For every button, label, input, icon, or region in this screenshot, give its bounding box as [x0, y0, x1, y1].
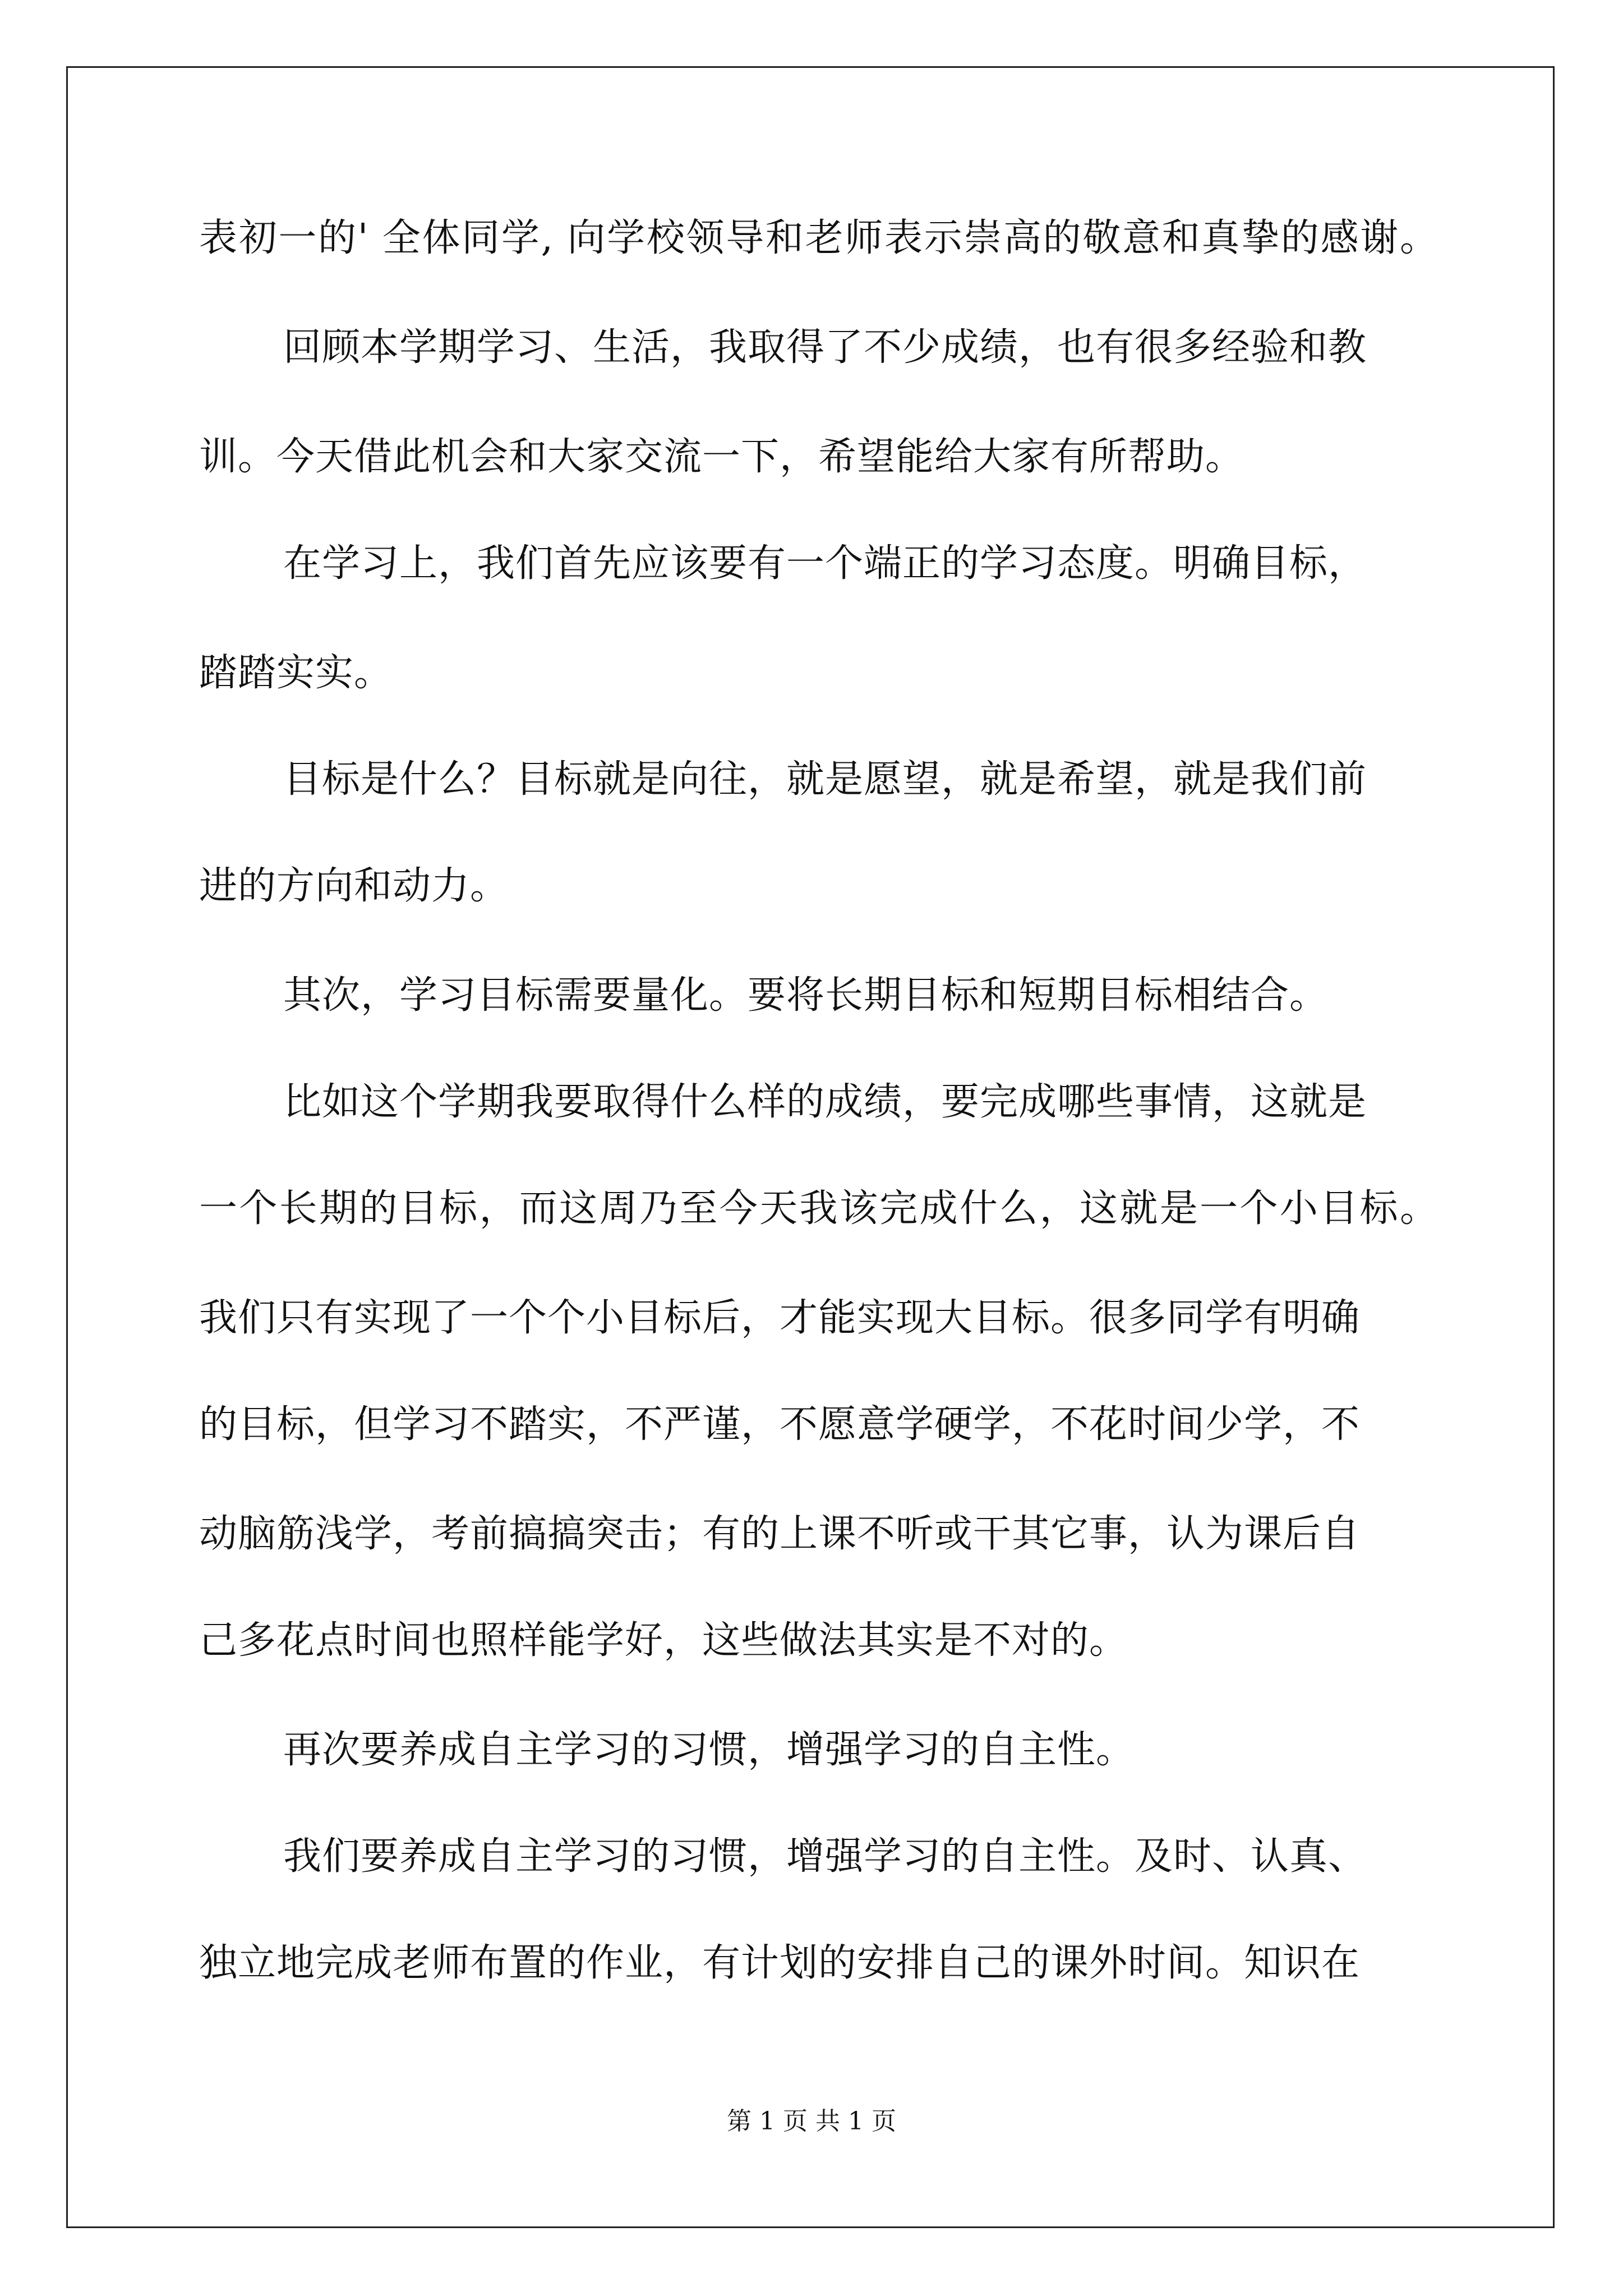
text-line: 一个长期的目标，而这周乃至今天我该完成什么，这就是一个小目标。 — [199, 1186, 1438, 1231]
text-line: 的目标，但学习不踏实，不严谨，不愿意学硬学，不花时间少学，不 — [199, 1402, 1361, 1447]
text-line: 进的方向和动力。 — [199, 864, 509, 908]
text-line: 其次，学习目标需要量化。要将长期目标和短期目标相结合。 — [283, 973, 1329, 1018]
text-line: 再次要养成自主学习的习惯，增强学习的自主性。 — [283, 1728, 1135, 1772]
page-border — [66, 66, 1555, 2228]
text-line: 表初一的' 全体同学, 向学校领导和老师表示崇高的敬意和真挚的感谢。 — [199, 216, 1438, 260]
text-line: 训。今天借此机会和大家交流一下，希望能给大家有所帮助。 — [199, 435, 1244, 479]
page-number-footer: 第 1 页 共 1 页 — [727, 2107, 896, 2136]
text-line: 回顾本学期学习、生活，我取得了不少成绩，也有很多经验和教 — [283, 325, 1367, 370]
text-line: 在学习上，我们首先应该要有一个端正的学习态度。明确目标， — [283, 541, 1367, 586]
text-line: 独立地完成老师布置的作业，有计划的安排自己的课外时间。知识在 — [199, 1941, 1361, 1985]
text-line: 我们要养成自主学习的习惯，增强学习的自主性。及时、认真、 — [283, 1834, 1367, 1879]
text-line: 我们只有实现了一个个小目标后，才能实现大目标。很多同学有明确 — [199, 1296, 1361, 1340]
text-line: 比如这个学期我要取得什么样的成绩，要完成哪些事情，这就是 — [283, 1080, 1367, 1124]
text-line: 己多花点时间也照样能学好，这些做法其实是不对的。 — [199, 1618, 1128, 1663]
text-line: 动脑筋浅学，考前搞搞突击；有的上课不听或干其它事，认为课后自 — [199, 1512, 1361, 1556]
text-line: 踏踏实实。 — [199, 651, 393, 695]
text-line: 目标是什么？目标就是向往，就是愿望，就是希望，就是我们前 — [283, 757, 1367, 802]
